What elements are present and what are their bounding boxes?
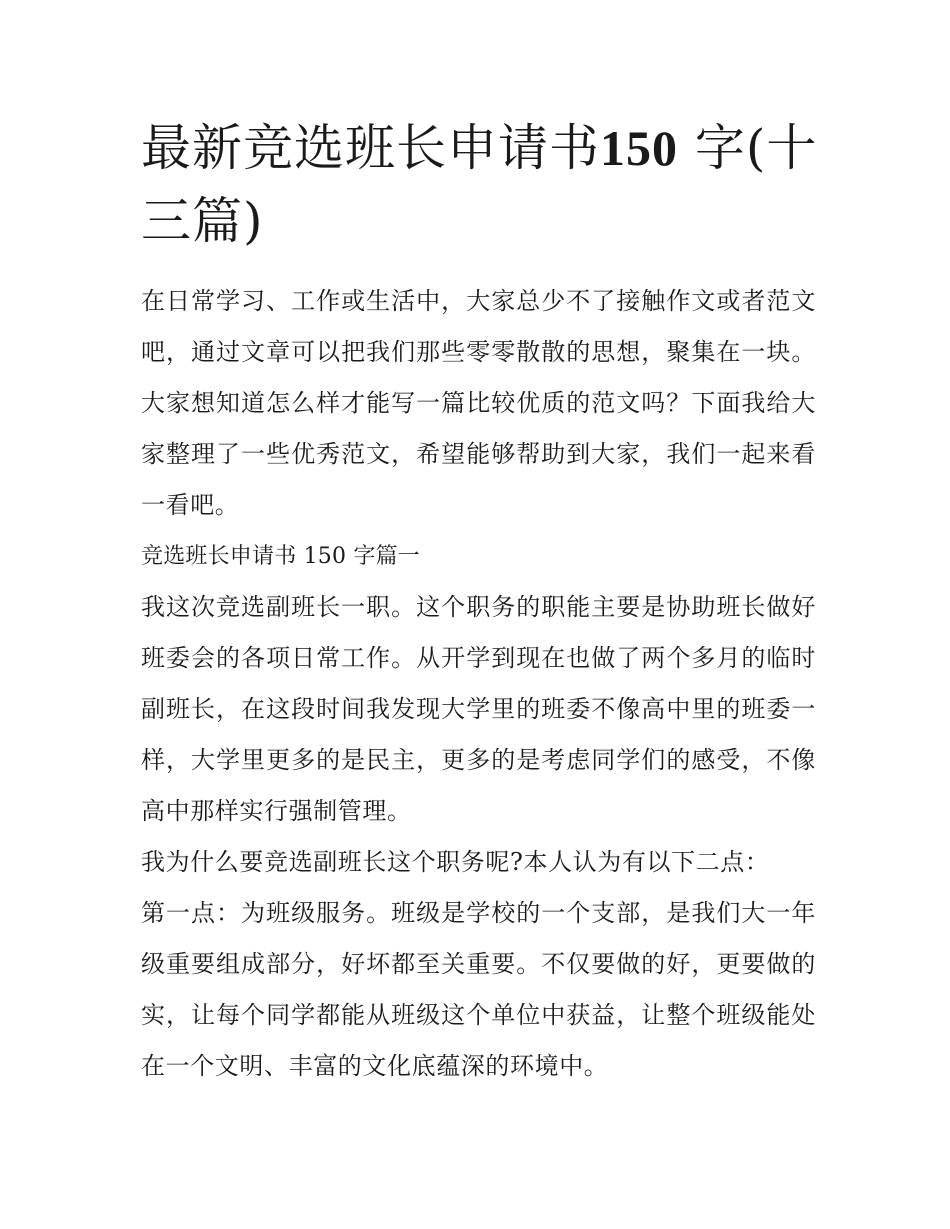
section-heading: 竞选班长申请书 150 字篇一 (141, 544, 420, 569)
body-paragraph: 我这次竞选副班长一职。这个职务的职能主要是协助班长做好班委会的各项日常工作。从开学到现在也做了两个多月的临时副班长，在这段时间我发现大学里的班委不像高中里的班委一样，大学里更多的是民主，更多的是考虑同学们的感受，不像高中那样实行强制管理。 (141, 593, 816, 825)
title-suffix: 字(十三篇) (141, 119, 818, 250)
title-number: 150 (600, 120, 678, 176)
document-body (141, 276, 816, 1092)
title-prefix: 最新竞选班长申请书 (141, 119, 600, 177)
document-title (141, 112, 821, 258)
body-paragraph: 第一点：为班级服务。班级是学校的一个支部，是我们大一年级重要组成部分，好坏都至关重要。不仅要做的好，更要做的实，让每个同学都能从班级这个单位中获益，让整个班级能处在一个文明、丰富的文化底蕴深的环境中。 (141, 899, 816, 1080)
body-paragraph: 我为什么要竞选副班长这个职务呢?本人认为有以下二点： (141, 848, 770, 876)
intro-paragraph: 在日常学习、工作或生活中，大家总少不了接触作文或者范文吧，通过文章可以把我们那些零零散散的思想，聚集在一块。大家想知道怎么样才能写一篇比较优质的范文吗？下面我给大家整理了一些优秀范文，希望能够帮助到大家，我们一起来看一看吧。 (141, 287, 816, 519)
